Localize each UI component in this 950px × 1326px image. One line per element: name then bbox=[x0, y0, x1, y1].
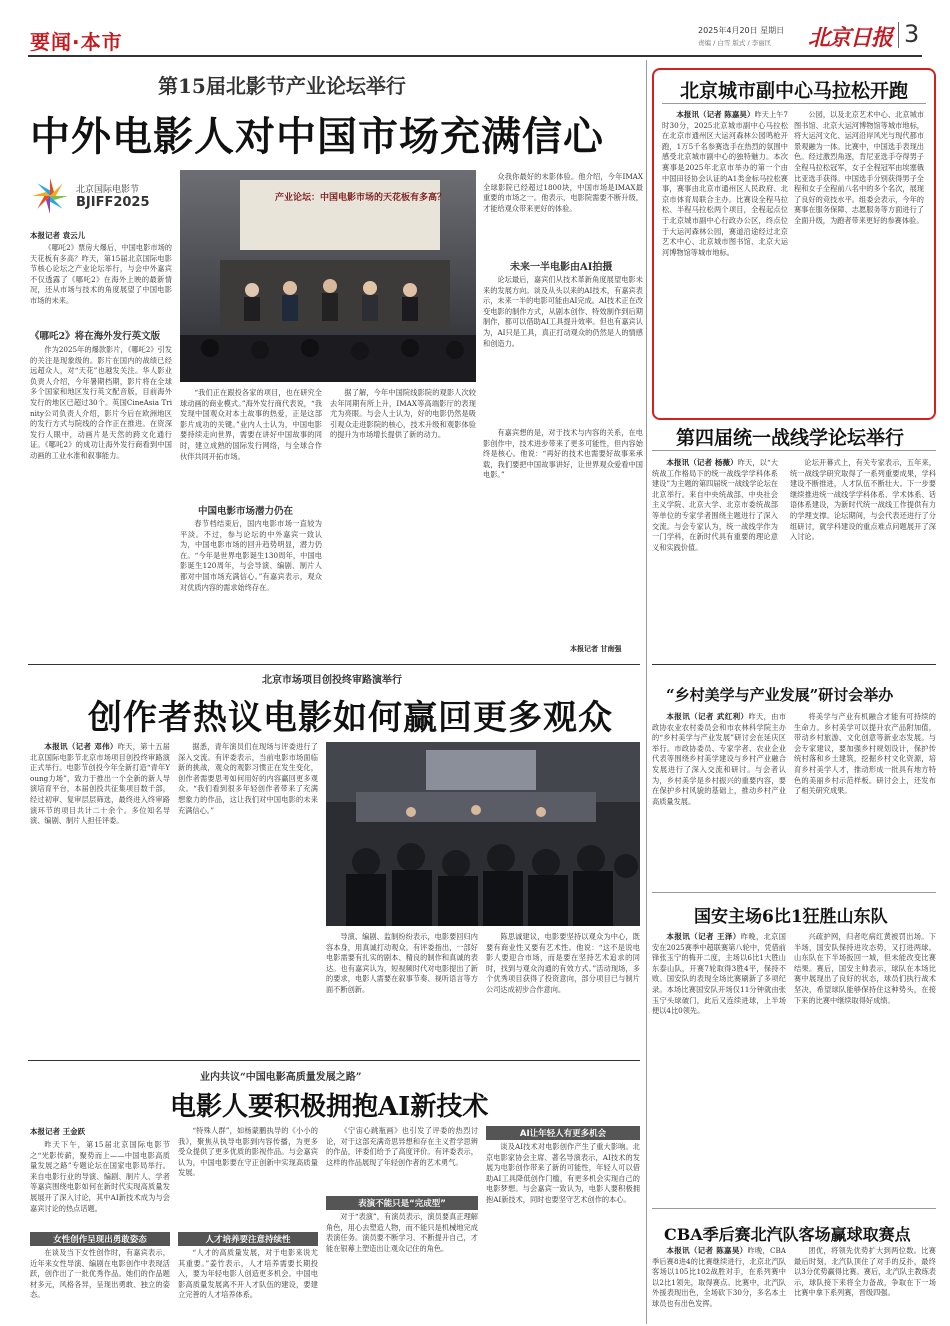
lead-sub3: 未来一半电影由AI拍摄 bbox=[510, 262, 613, 273]
bjiff-logo-icon bbox=[30, 176, 70, 216]
marathon-byline: 本报讯（记者 陈嘉昊） bbox=[676, 110, 755, 119]
football-col1-text: 昨晚，北京国安在2025赛季中超联赛第八轮中，凭借前锋张玉宁的梅开二度，主场以6比1大胜山东泰山队，开赛7轮取得3胜4平，保持不败。国安队的表现全场比赛刷新了多项纪录。本场比赛国安队开场仅11分钟就由张玉宁头球破门，此后又连续进球，上半场便以4比0领先。 bbox=[652, 932, 786, 1016]
masthead-rule bbox=[28, 55, 922, 57]
united-front-col1 bbox=[652, 458, 778, 658]
ai-film-col4: 谈及AI技术对电影创作产生了重大影响。北京电影家协会主席、著名导演表示，AI技术的发展为电影创作带来了新的可能性，年轻人可以借助AI工具降低创作门槛，有更多机会实现自己的电影梦想。与会嘉宾一致认为，电影人要积极拥抱AI新技术，同时也要坚守艺术创作的本心。 bbox=[486, 1142, 640, 1204]
rural-headline: “乡村美学与产业发展”研讨会举办 bbox=[666, 686, 894, 704]
united-front-col2: 论坛开幕式上，有关专家表示，五年来，统一战线学研究取得了一系列重要成果，学科建设不断推进，人才队伍不断壮大。下一步要继续推进统一战线学学科体系、学术体系、话语体系建设，为新时代统一战线工作提供有力的学理支撑。论坛期间，与会代表还进行了分组研讨，就学科建设的重点难点问题展开了深入讨论。 bbox=[790, 458, 936, 542]
ai-film-col1: 昨天下午，第15届北京国际电影节之“光影传薪，聚势而上——中国电影高质量发展之路”专题论坛在国家电影局举行。来自电影行业的导演、编剧、制片人、学者等嘉宾围绕电影如何在新时代实现高质量发展展开了深入讨论，其中AI新技术成为与会嘉宾讨论的热点话题。 bbox=[30, 1140, 170, 1213]
ai-film-sub3: 表演不能只是“完成型” bbox=[326, 1196, 478, 1210]
marathon-col2: 公园，以及北京艺术中心、北京城市图书馆、北京大运河博物馆等城市地标，将大运河文化、运河沿岸风光与现代都市景观融为一体。比赛中，中国选手表现出色。经过激烈角逐，肯尼亚选手夺得男子全程马拉松冠军，女子全程冠军由埃塞俄比亚选手获得。中国选手分别获得男子全程和女子全程前八名中的多个名次，展现了良好的竞技水平。组委会表示，今年的赛事在服务保障、志愿服务等方面进行了全面升级，为跑者带来更好的参赛体验。 bbox=[794, 110, 924, 225]
column-divider-main bbox=[646, 60, 647, 1324]
lead-col3: 据了解，今年中国院线影院的观影人次较去年同期有所上升，IMAX等高端影厅的表现尤为亮眼。与会人士认为，好的电影仍然是吸引观众走进影院的核心，技术升级和观影体验的提升为市场增长提供了新的动力。 bbox=[330, 388, 476, 440]
ai-film-col2b: “人才的高质量发展，对于电影来说尤其重要。”姜竹表示，人才培养需要长期投入，要为年轻电影人创造更多机会。中国电影高质量发展离不开人才队伍的建设，要建立完善的人才培养体系。 bbox=[178, 1248, 318, 1300]
lead-byline: 本报记者 袁云儿 bbox=[30, 231, 86, 240]
lead-headline: 中外电影人对中国市场充满信心 bbox=[30, 113, 604, 160]
page-number: 3 bbox=[904, 20, 920, 48]
photo-caption: 产业论坛：中国电影市场的天花板有多高？ bbox=[275, 193, 447, 203]
ai-film-col1b: 在谈及当下女性创作时，有嘉宾表示，近年来女性导演、编剧在电影创作中表现活跃，创作出了一批优秀作品。她们的作品题材多元，风格各异，呈现出勇敢、独立的姿态。 bbox=[30, 1248, 170, 1300]
ai-film-byline: 本报记者 王金跃 bbox=[30, 1127, 86, 1136]
bjiff-logo bbox=[30, 176, 70, 216]
rural-rule bbox=[652, 892, 936, 893]
lead-col4c: 有嘉宾想的是，对于技术与内容的关系，在电影创作中，技术进步带来了更多可能性，但内容始终是核心。他说：“再好的技术也需要好故事来承载，我们要把中国故事讲好，让世界观众爱看中国电影。” bbox=[483, 428, 643, 480]
marathon-headline: 北京城市副中心马拉松开跑 bbox=[680, 80, 909, 102]
editor-line: 责编 / 白雪 版式 / 李丽匡 bbox=[698, 39, 772, 47]
united-front-headline: 第四届统一战线学论坛举行 bbox=[676, 427, 905, 449]
united-front-rule bbox=[652, 450, 936, 451]
rural-col1 bbox=[652, 712, 786, 880]
film-market-col4: 陈思诚建议，电影要坚持以观众为中心，既要有商业性又要有艺术性。他说：“这不是说电影人要迎合市场，而是要在坚持艺术追求的同时，找到与观众沟通的有效方式。”活动现场，多个优秀项目获得了投资意向，部分项目已与制片公司达成初步合作意向。 bbox=[486, 932, 640, 994]
forum-photo bbox=[180, 170, 476, 382]
lead-col1: 作为2025年的爆款影片，《哪吒2》引发的关注是现象级的。影片在国内的战绩已经远超众人，对“天花”也越发关注。华人影业负责人介绍，今年暑期档期，影片将在全球多个国家和地区发行英文配音版，目前海外发行的地区已超过30个。英国CineAsia Trinity公司负责人介绍，影片今后在欧洲地区的发行方式与院线的合作正在推进。在资深发行人眼中，动画片是天然的跨文化通行证。《哪吒2》的成功让海外发行商看到中国动画的工业水准和叙事能力。 bbox=[30, 345, 172, 460]
lead-sub1: 《哪吒2》将在海外发行英文版 bbox=[30, 331, 161, 342]
lead-col2b: 春节档结束后，国内电影市场一直较为平淡。不过，参与论坛的中外嘉宾一致认为，中国电影市场的回升趋势明显，潜力仍在。“今年是世界电影诞生130周年，中国电影诞生120周年，与会导演、编剧、制片人都对中国市场充满信心。”有嘉宾表示，观众对优质内容的需求始终存在。 bbox=[180, 519, 322, 592]
marathon-col1 bbox=[662, 110, 788, 412]
film-market-col1 bbox=[30, 742, 170, 1052]
lead-sub2: 中国电影市场潜力仍在 bbox=[198, 506, 294, 517]
cba-col1 bbox=[652, 1246, 786, 1324]
page-divider bbox=[898, 22, 899, 48]
section-rule-1 bbox=[28, 664, 640, 665]
football-rule bbox=[652, 1208, 936, 1209]
football-col2: 兴疏护网，归者吃病红黄被罚出场。下半场，国安队保持进攻态势，又打进两球。山东队在下半场扳回一城，但未能改变比赛结果。赛后，国安主帅表示，球队在本场比赛中展现出了良好的状态，球员们执行战术坚决，希望球队能够保持住这种势头，在接下来的比赛中继续取得好成绩。 bbox=[794, 932, 936, 1005]
roadshow-photo bbox=[326, 742, 640, 926]
cba-col2: 团优，将领先优势扩大到两位数。比赛最后时刻，北汽队顶住了对手的反扑，最终以3分优势赢得比赛。赛后，北汽队主教练表示，球队接下来将全力备战，争取在下一场比赛中拿下系列赛，晋级四强。 bbox=[794, 1246, 936, 1298]
lead-col4b: 论坛最后，嘉宾们从技术革新角度展望电影未来的发展方向。谈及从头以来的AI技术，有嘉宾表示，未来一半的电影可能由AI完成。AI技术正在改变电影的制作方式，从剧本创作、特效制作到后期制作，都可以借助AI工具提升效率。但也有嘉宾认为，AI只是工具，真正打动观众的仍然是人的情感和创造力。 bbox=[483, 275, 643, 348]
cba-byline: 本报讯（记者 陈嘉昊） bbox=[666, 1246, 748, 1255]
ai-film-sub1: 女性创作呈现出勇敢姿态 bbox=[30, 1232, 170, 1246]
cba-headline: CBA季后赛北汽队客场赢球取赛点 bbox=[664, 1225, 911, 1244]
ai-film-col2: “特殊人群”，如杨蒙鹏执导的《小小的我》，聚焦从执导电影到内容传播，为更多受众提供了更多优质的影视作品。与会嘉宾认为，中国电影要在守正创新中实现高质量发展。 bbox=[178, 1126, 318, 1178]
section-title: 要闻·本市 bbox=[30, 30, 123, 54]
film-market-headline: 创作者热议电影如何赢回更多观众 bbox=[88, 698, 613, 738]
film-market-byline: 本报讯（记者 邓伟） bbox=[44, 742, 118, 751]
ai-film-col3b: 对于“表演”，有演员表示，演员要真正理解角色，用心去塑造人物，而不能只是机械地完成表演任务。演员要不断学习、不断提升自己，才能在银幕上塑造出让观众记住的角色。 bbox=[326, 1212, 478, 1253]
rural-byline: 本报讯（记者 武红利） bbox=[666, 712, 749, 721]
ai-film-kicker: 业内共议“中国电影高质量发展之路” bbox=[200, 1072, 362, 1083]
lead-intro: 《哪吒2》票房大爆后，中国电影市场的天花板有多高？昨天，第15届北京国际电影节核心论坛之产业论坛举行，与会中外嘉宾不仅透露了《哪吒2》在海外上映的最新情况，还从市场与技术的角度展望了中国电影市场的未来。 bbox=[30, 243, 172, 305]
cba-col1-text: 昨晚，CBA季后赛8进4的比赛继续进行，北京北汽队客场以105比102战胜对手，在系列赛中以2比1领先，取得赛点。比赛中，北汽队外援表现出色，全场砍下30分，多名本土球员也有出色发挥。 bbox=[652, 1246, 786, 1308]
lead-reporter-sign: 本报记者 甘南强 bbox=[570, 644, 622, 653]
film-market-kicker: 北京市场项目创投终审路演举行 bbox=[262, 675, 402, 686]
football-headline: 国安主场6比1狂胜山东队 bbox=[694, 907, 888, 927]
united-front-byline: 本报讯（记者 杨薇） bbox=[666, 458, 738, 467]
paper-name: 北京日报 bbox=[808, 25, 893, 51]
film-market-col2: 据悉，青年演员们在现场与评委进行了深入交流。有评委表示，当前电影市场面临新的挑战，观众的观影习惯正在发生变化，创作者需要思考如何用好的内容赢回更多观众。“我们看到很多年轻创作者带来了充满想象力的作品，这让我们对中国电影的未来充满信心。” bbox=[178, 742, 318, 815]
ai-film-sub2: 人才培养要注意持续性 bbox=[178, 1232, 318, 1246]
marathon-rule bbox=[662, 103, 926, 104]
lead-col4: 众我你最好的未影体验。他介绍，今年IMAX全球影院已经超过1800块，中国市场是IMAX最重要的市场之一。他表示，电影院需要不断升级，才能给观众带来更好的体验。 bbox=[483, 172, 643, 213]
film-market-col3: 导演、编剧、监制纷纷表示，电影要回归内容本身，用真诚打动观众。有评委指出，一部好电影需要有扎实的剧本、精良的制作和真诚的表达。也有嘉宾认为，短视频时代对电影提出了新的要求，电影人需要在叙事节奏、视听语言等方面不断创新。 bbox=[326, 932, 478, 994]
logo-sub: BJIFF2025 bbox=[76, 195, 150, 210]
issue-date: 2025年4月20日 星期日 bbox=[698, 26, 785, 35]
ai-film-sub4: AI让年轻人有更多机会 bbox=[486, 1126, 640, 1140]
lead-kicker: 第15届北影节产业论坛举行 bbox=[158, 74, 406, 98]
marathon-col1-text: 昨天上午7时30分，2025北京城市副中心马拉松在北京市通州区大运河森林公园鸣枪开跑，1万5千名参赛选手在热烈的氛围中感受北京城市副中心的独特魅力。本次赛事是2025年北京市举办的第一个由中国田径协会认证的A1类金标马拉松赛事，赛事由北京市通州区人民政府、北京市体育局联合主办。比赛设全程马拉松、半程马拉松两个项目，全程起点位于北京城市副中心行政办公区，终点位于大运河森林公园，赛道沿途经过北京艺术中心、北京城市图书馆、北京大运河博物馆等城市地标。 bbox=[662, 110, 788, 257]
roadshow-photo-image bbox=[326, 742, 640, 926]
rural-col2: 将美学与产业有机融合才能有可持续的生命力。乡村美学可以提升农产品附加值，带动乡村旅游、文化创意等新业态发展。与会专家建议，要加强乡村规划设计，保护传统村落和乡土建筑，挖掘乡村文化资源，培育乡村美学人才，推动形成一批具有地方特色的美丽乡村示范样板。研讨会上，还发布了相关研究成果。 bbox=[794, 712, 936, 796]
rural-col1-text: 昨天，由市政协农业农村委员会和市农林科学院主办的“乡村美学与产业发展”研讨会在延庆区举行。市政协委员、专家学者、农业企业代表等围绕乡村美学建设与乡村产业融合发展进行了深入交流和研讨。与会者认为，乡村美学是乡村振兴的重要内容，要在保护乡村风貌的基础上，推动乡村产业高质量发展。 bbox=[652, 712, 786, 806]
film-market-col1-text: 昨天，第十五届北京国际电影节北京市场项目创投终审路演正式举行。电影节创投今年全新打造“青年Young力场”，致力于推出一个全新的新人导演培育平台，本届创投共征集项目数千部，经过初审、复审层层筛选，最终进入终审路演环节的项目共计二十余个。多位知名导演、编剧、制片人担任评委。 bbox=[30, 742, 170, 826]
football-byline: 本报讯（记者 王泽） bbox=[666, 932, 741, 941]
united-front-col1-text: 昨天，以“大统战工作格局下的统一战线学学科体系建设”为主题的第四届统一战线学论坛在北京举行。来自中央统战部、中央社会主义学院、北京大学、北京市委统战部等单位的专家学者围绕主题进行了深入交流。与会专家认为，统一战线学作为一门学科，在新时代具有重要的理论意义和实践价值。 bbox=[652, 458, 778, 552]
logo-text: 北京国际电影节 bbox=[76, 185, 140, 195]
section-rule-1b bbox=[652, 664, 936, 665]
section-rule-2 bbox=[28, 1060, 640, 1061]
lead-col2: “我们正在跟投各家的项目，也在研究全球动画的商业模式。”海外发行商代表说，“我发现中国观众对本土故事的热爱，正是这部影片成功的关键。”业内人士认为，中国电影要持续走向世界，需要在讲好中国故事的同时，建立成熟的国际发行网络，与全球合作伙伴共同开拓市场。 bbox=[180, 388, 322, 461]
football-col1 bbox=[652, 932, 786, 1200]
ai-film-col3: 《宁宙心跳瓶画》也引发了评委的热烈讨论，对于这部充满奇思异想和存在主义哲学思辨的作品，评委们给予了高度评价。有评委表示，这样的作品展现了年轻创作者的艺术勇气。 bbox=[326, 1126, 478, 1167]
ai-film-headline: 电影人要积极拥抱AI新技术 bbox=[170, 1092, 489, 1122]
